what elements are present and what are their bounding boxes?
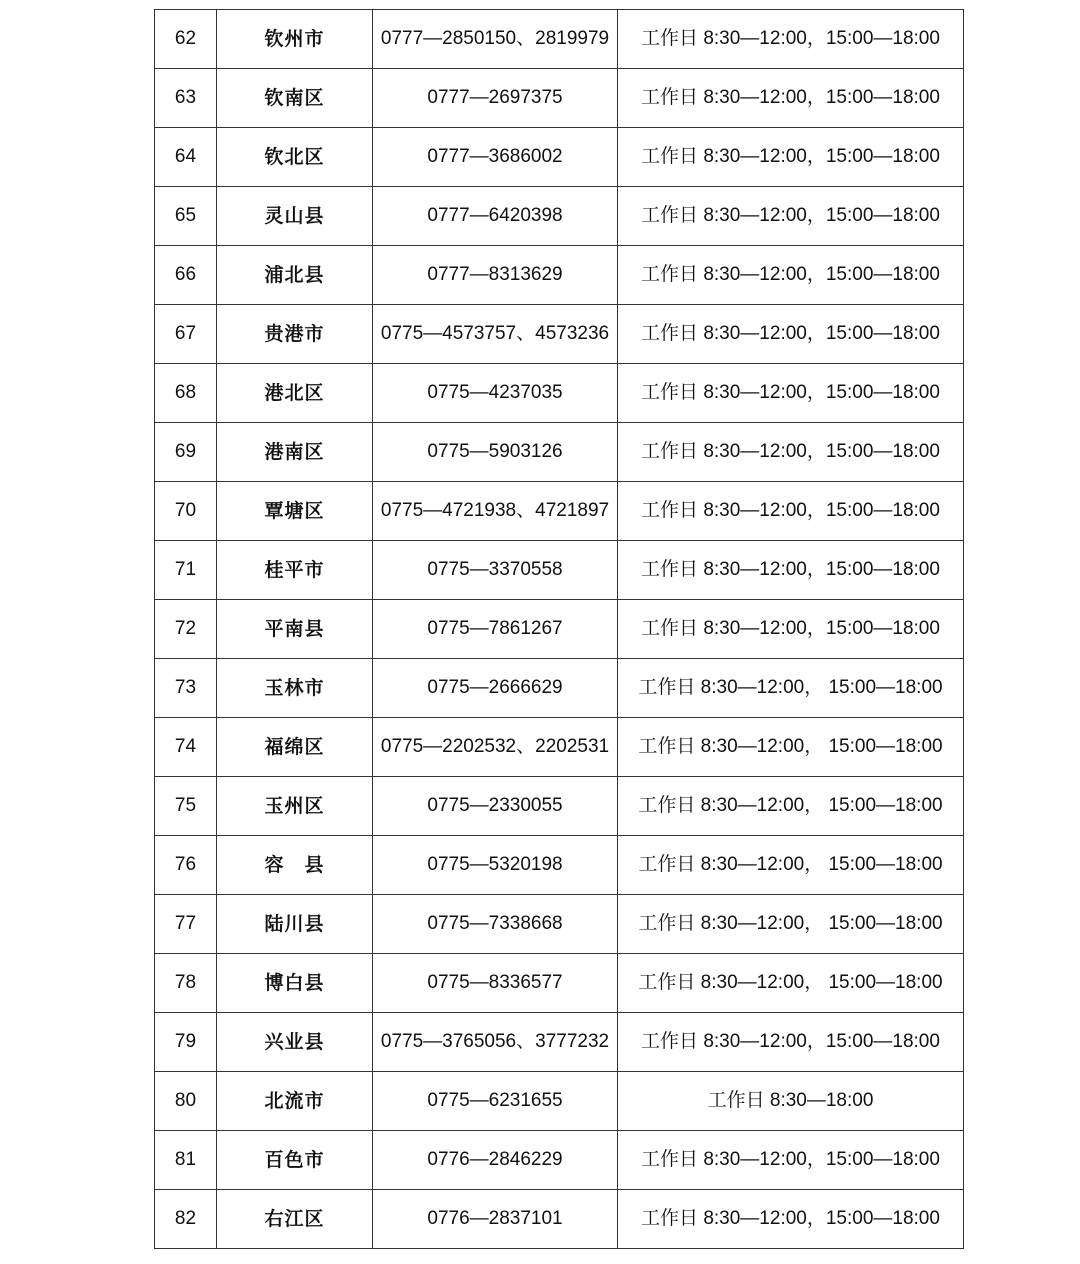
phone-number: 0776—2837101	[373, 1190, 618, 1249]
phone-number: 0777—6420398	[373, 187, 618, 246]
row-number: 63	[155, 69, 217, 128]
office-hours: 工作日 8:30—12:00， 15:00—18:00	[618, 718, 964, 777]
row-number: 64	[155, 128, 217, 187]
row-number: 74	[155, 718, 217, 777]
region-name: 陆川县	[217, 895, 373, 954]
region-name: 桂平市	[217, 541, 373, 600]
table-row	[155, 1190, 964, 1249]
row-number: 65	[155, 187, 217, 246]
row-number: 75	[155, 777, 217, 836]
table-row	[155, 69, 964, 128]
table-row	[155, 836, 964, 895]
row-number: 72	[155, 600, 217, 659]
region-name: 福绵区	[217, 718, 373, 777]
office-hours: 工作日 8:30—12:00， 15:00—18:00	[618, 836, 964, 895]
office-hours: 工作日 8:30—18:00	[618, 1072, 964, 1131]
table-row	[155, 482, 964, 541]
table-row	[155, 10, 964, 69]
region-name: 贵港市	[217, 305, 373, 364]
contact-table-container	[154, 9, 963, 1249]
table-row	[155, 187, 964, 246]
office-hours: 工作日 8:30—12:00，15:00—18:00	[618, 10, 964, 69]
phone-number: 0777—8313629	[373, 246, 618, 305]
table-row	[155, 1131, 964, 1190]
phone-number: 0775—7861267	[373, 600, 618, 659]
region-name: 右江区	[217, 1190, 373, 1249]
row-number: 62	[155, 10, 217, 69]
office-hours: 工作日 8:30—12:00，15:00—18:00	[618, 128, 964, 187]
phone-number: 0775—4721938、4721897	[373, 482, 618, 541]
phone-number: 0775—2666629	[373, 659, 618, 718]
table-row	[155, 128, 964, 187]
row-number: 81	[155, 1131, 217, 1190]
row-number: 78	[155, 954, 217, 1013]
region-name: 北流市	[217, 1072, 373, 1131]
office-hours: 工作日 8:30—12:00，15:00—18:00	[618, 1190, 964, 1249]
phone-number: 0775—6231655	[373, 1072, 618, 1131]
phone-number: 0775—2330055	[373, 777, 618, 836]
region-name: 钦南区	[217, 69, 373, 128]
office-hours: 工作日 8:30—12:00，15:00—18:00	[618, 541, 964, 600]
row-number: 79	[155, 1013, 217, 1072]
row-number: 77	[155, 895, 217, 954]
table-row	[155, 1072, 964, 1131]
region-name: 港北区	[217, 364, 373, 423]
region-name: 浦北县	[217, 246, 373, 305]
region-name: 钦州市	[217, 10, 373, 69]
row-number: 73	[155, 659, 217, 718]
table-row	[155, 895, 964, 954]
office-hours: 工作日 8:30—12:00，15:00—18:00	[618, 1013, 964, 1072]
office-hours: 工作日 8:30—12:00，15:00—18:00	[618, 600, 964, 659]
phone-number: 0776—2846229	[373, 1131, 618, 1190]
office-hours: 工作日 8:30—12:00，15:00—18:00	[618, 187, 964, 246]
row-number: 70	[155, 482, 217, 541]
table-row	[155, 541, 964, 600]
table-row	[155, 1013, 964, 1072]
phone-number: 0775—4573757、4573236	[373, 305, 618, 364]
region-name: 平南县	[217, 600, 373, 659]
region-name: 覃塘区	[217, 482, 373, 541]
table-row	[155, 777, 964, 836]
contact-table	[154, 9, 964, 1249]
region-name: 钦北区	[217, 128, 373, 187]
phone-number: 0775—3370558	[373, 541, 618, 600]
table-row	[155, 423, 964, 482]
row-number: 80	[155, 1072, 217, 1131]
office-hours: 工作日 8:30—12:00，15:00—18:00	[618, 1131, 964, 1190]
row-number: 82	[155, 1190, 217, 1249]
phone-number: 0775—5903126	[373, 423, 618, 482]
region-name: 玉州区	[217, 777, 373, 836]
region-name: 灵山县	[217, 187, 373, 246]
row-number: 69	[155, 423, 217, 482]
office-hours: 工作日 8:30—12:00， 15:00—18:00	[618, 954, 964, 1013]
phone-number: 0775—8336577	[373, 954, 618, 1013]
table-row	[155, 246, 964, 305]
office-hours: 工作日 8:30—12:00，15:00—18:00	[618, 246, 964, 305]
office-hours: 工作日 8:30—12:00，15:00—18:00	[618, 423, 964, 482]
region-name: 兴业县	[217, 1013, 373, 1072]
row-number: 66	[155, 246, 217, 305]
office-hours: 工作日 8:30—12:00， 15:00—18:00	[618, 895, 964, 954]
office-hours: 工作日 8:30—12:00， 15:00—18:00	[618, 777, 964, 836]
table-row	[155, 659, 964, 718]
phone-number: 0775—2202532、2202531	[373, 718, 618, 777]
region-name: 容 县	[217, 836, 373, 895]
table-row	[155, 600, 964, 659]
region-name: 玉林市	[217, 659, 373, 718]
office-hours: 工作日 8:30—12:00， 15:00—18:00	[618, 659, 964, 718]
region-name: 博白县	[217, 954, 373, 1013]
phone-number: 0777—2697375	[373, 69, 618, 128]
region-name: 百色市	[217, 1131, 373, 1190]
table-row	[155, 305, 964, 364]
phone-number: 0775—7338668	[373, 895, 618, 954]
row-number: 76	[155, 836, 217, 895]
row-number: 67	[155, 305, 217, 364]
office-hours: 工作日 8:30—12:00，15:00—18:00	[618, 305, 964, 364]
row-number: 71	[155, 541, 217, 600]
table-row	[155, 954, 964, 1013]
phone-number: 0775—3765056、3777232	[373, 1013, 618, 1072]
phone-number: 0777—2850150、2819979	[373, 10, 618, 69]
phone-number: 0775—4237035	[373, 364, 618, 423]
phone-number: 0777—3686002	[373, 128, 618, 187]
office-hours: 工作日 8:30—12:00，15:00—18:00	[618, 364, 964, 423]
table-row	[155, 718, 964, 777]
phone-number: 0775—5320198	[373, 836, 618, 895]
row-number: 68	[155, 364, 217, 423]
region-name: 港南区	[217, 423, 373, 482]
table-row	[155, 364, 964, 423]
office-hours: 工作日 8:30—12:00，15:00—18:00	[618, 69, 964, 128]
office-hours: 工作日 8:30—12:00，15:00—18:00	[618, 482, 964, 541]
